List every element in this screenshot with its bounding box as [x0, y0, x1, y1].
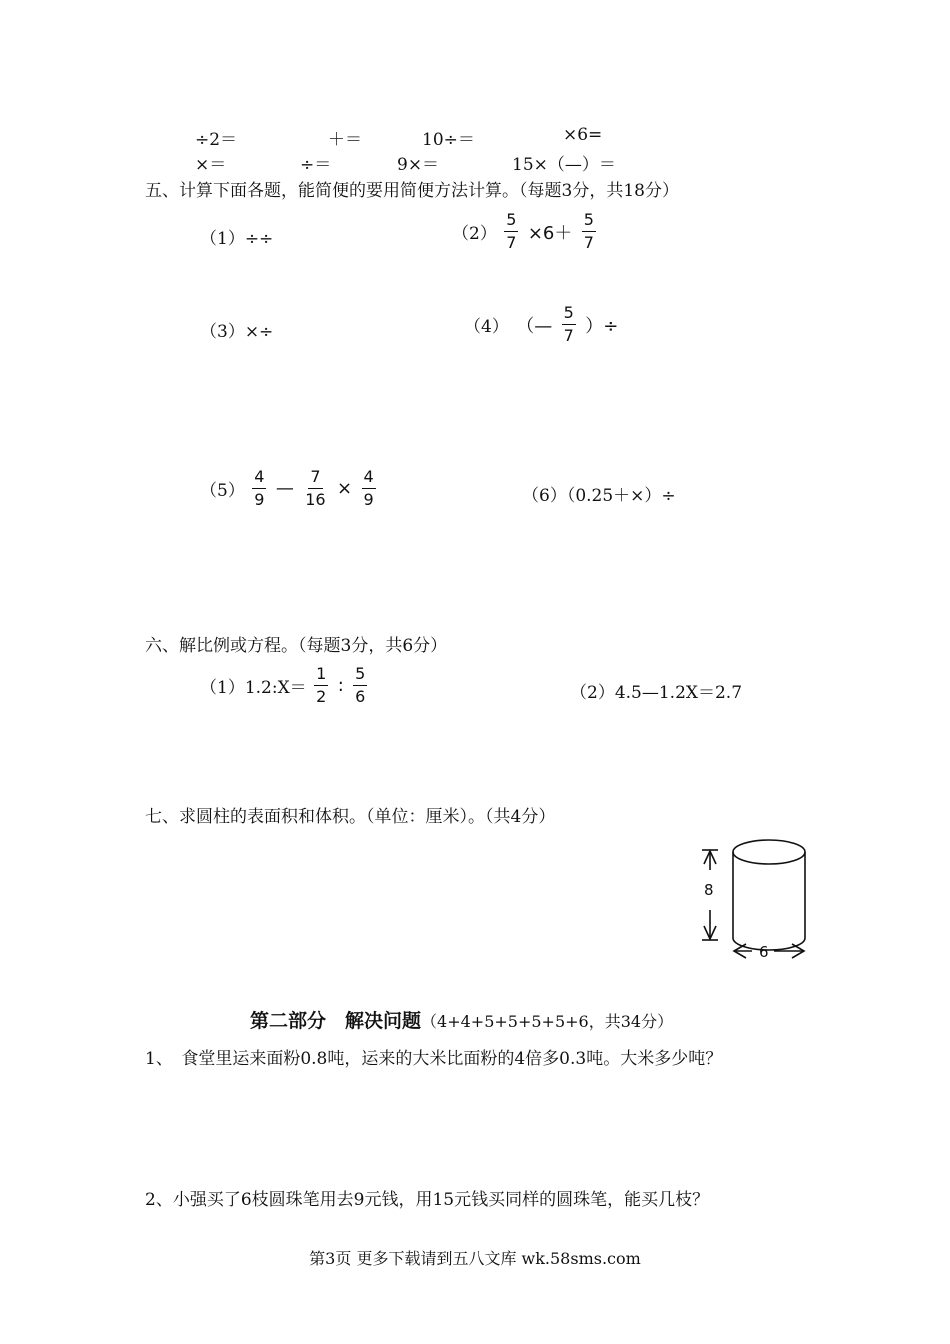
part2-heading — [250, 1006, 673, 1033]
section6-problem-1 — [200, 666, 369, 705]
oral-item-3: 10÷＝ — [422, 130, 475, 150]
fraction — [562, 305, 576, 344]
numerator: 4 — [362, 469, 376, 489]
problem-label: （4） — [464, 317, 509, 337]
ratio-colon: : — [337, 675, 344, 696]
fraction — [252, 469, 266, 508]
part2-score-note: （4+4+5+5+5+5+6，共34分） — [421, 1012, 674, 1031]
denominator: 6 — [355, 687, 366, 706]
cylinder-bottom-arc — [733, 938, 805, 950]
operator: — — [275, 478, 294, 499]
section5-problem-2 — [452, 212, 598, 251]
cylinder-top-ellipse — [733, 840, 805, 864]
operator: ×6＋ — [527, 222, 573, 244]
denominator: 9 — [254, 490, 265, 509]
section5-problem-3: （3）×÷ — [200, 322, 274, 342]
denominator: 7 — [506, 233, 517, 252]
oral-item-2: ＋＝ — [328, 130, 362, 150]
open-bracket: （— — [516, 315, 553, 337]
oral-item-8: 15×（—）＝ — [512, 155, 616, 175]
oral-item-6: ÷＝ — [300, 155, 332, 175]
numerator: 5 — [353, 666, 367, 686]
word-problem-2: 2、小强买了6枝圆珠笔用去9元钱，用15元钱买同样的圆珠笔，能买几枝？ — [145, 1190, 710, 1210]
fraction — [582, 212, 596, 251]
oral-item-4: ×6= — [563, 125, 603, 145]
oral-item-5: ×＝ — [195, 155, 227, 175]
part2-title: 第二部分 解决问题 — [250, 1010, 422, 1032]
problem-label: （5） — [200, 481, 245, 501]
denominator: 7 — [563, 326, 574, 345]
close-bracket: ）÷ — [585, 315, 619, 337]
height-label: 8 — [704, 881, 714, 899]
section7-title: 七、求圆柱的表面积和体积。（单位：厘米）。（共4分） — [145, 807, 556, 827]
numerator: 4 — [252, 469, 266, 489]
section5-problem-4 — [464, 305, 620, 344]
cylinder-diagram — [690, 830, 820, 965]
page-footer: 第3页 更多下载请到五八文库 wk.58sms.com — [309, 1249, 641, 1268]
section5-title: 五、计算下面各题，能简便的要用简便方法计算。（每题3分，共18分） — [145, 181, 679, 201]
numerator: 1 — [314, 666, 328, 686]
denominator: 16 — [305, 490, 326, 509]
section5-problem-6: （6）（0.25＋×）÷ — [522, 486, 676, 506]
problem-label: （2） — [452, 224, 497, 244]
oral-item-7: 9×＝ — [397, 155, 440, 175]
denominator: 7 — [583, 233, 594, 252]
section5-problem-5 — [200, 469, 378, 508]
fraction — [353, 666, 367, 705]
denominator: 2 — [316, 687, 327, 706]
fraction — [362, 469, 376, 508]
fraction — [314, 666, 328, 705]
word-problem-1: 1、 食堂里运来面粉0.8吨，运来的大米比面粉的4倍多0.3吨。大米多少吨？ — [145, 1049, 723, 1069]
fraction — [504, 212, 518, 251]
oral-item-1: ÷2＝ — [195, 130, 238, 150]
section5-problem-1: （1）÷÷ — [200, 229, 274, 249]
problem-label: （1）1.2:X＝ — [200, 678, 307, 698]
numerator: 5 — [582, 212, 596, 232]
section6-title: 六、解比例或方程。（每题3分，共6分） — [145, 636, 448, 656]
denominator: 9 — [363, 490, 374, 509]
numerator: 7 — [308, 469, 322, 489]
diameter-label: 6 — [759, 943, 769, 961]
operator: × — [337, 478, 353, 499]
numerator: 5 — [562, 305, 576, 325]
section6-problem-2: （2）4.5—1.2X＝2.7 — [570, 683, 743, 703]
fraction — [303, 469, 327, 508]
numerator: 5 — [504, 212, 518, 232]
